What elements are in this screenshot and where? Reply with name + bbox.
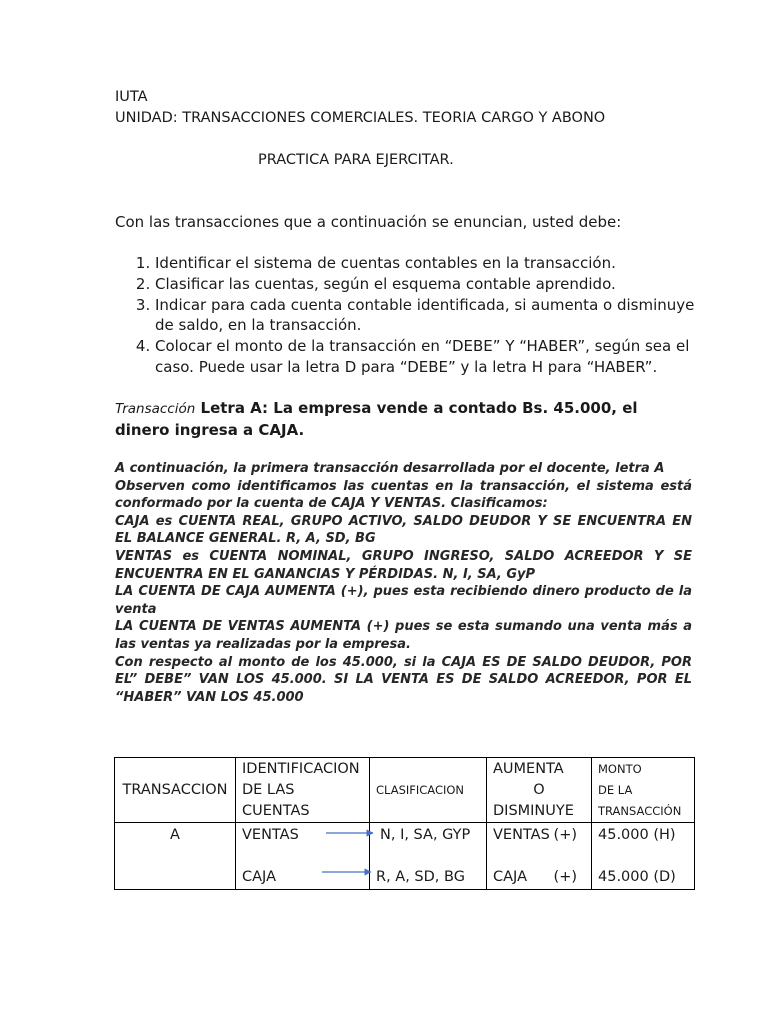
explanation-line: Con respecto al monto de los 45.000, si la CAJA ES DE SALDO DEUDOR, POR EL” DEBE” VAN LOS 45.000. SI LA VENTA ES DE SALDO ACREEDOR, POR EL “HABER” VAN LOS 45.000 — [115, 654, 692, 705]
header-aumenta — [487, 758, 592, 823]
explanation-line: CAJA es CUENTA REAL, GRUPO ACTIVO, SALDO DEUDOR Y SE ENCUENTRA EN EL BALANCE GENERAL. R, A, SD, BG — [115, 513, 692, 547]
cell-monto — [592, 823, 695, 890]
header-line: IDENTIFICACION — [242, 760, 360, 777]
header-line: TRANSACCIÓN — [598, 803, 682, 818]
monto-caja: 45.000 (D) — [598, 869, 676, 885]
explanation-line: LA CUENTA DE VENTAS AUMENTA (+) pues se esta sumando una venta más a las ventas ya realizadas por la empresa. — [115, 619, 692, 652]
header-transaccion: TRANSACCION — [115, 758, 236, 823]
cuenta-caja: CAJA — [242, 869, 276, 885]
table-header-row — [115, 758, 695, 823]
instruction-list — [115, 253, 695, 378]
cuenta-ventas: VENTAS — [242, 827, 299, 843]
header-identificacion — [236, 758, 370, 823]
header-line: MONTO — [598, 761, 642, 776]
header-line: DE LAS — [242, 781, 295, 798]
list-item: 2. Clasificar las cuentas, según el esquema contable aprendido. — [155, 274, 695, 295]
list-item: 3. Indicar para cada cuenta contable identificada, si aumenta o disminuye de saldo, en la transacción. — [155, 295, 695, 337]
table-row — [115, 823, 695, 890]
cell-transaccion: A — [115, 823, 236, 890]
header-line: DISMINUYE — [493, 802, 574, 819]
clasificacion-caja: R, A, SD, BG — [376, 869, 465, 885]
explanation-line: A continuación, la primera transacción desarrollada por el docente, letra A — [115, 461, 665, 476]
aumenta-caja: CAJA (+) — [493, 869, 577, 885]
practice-title: PRACTICA PARA EJERCITAR. — [258, 152, 454, 168]
transaction-prefix: Transacción — [115, 401, 196, 417]
header-monto — [592, 758, 695, 823]
explanation-block — [115, 460, 692, 706]
cell-cuentas — [236, 823, 370, 890]
aumenta-ventas: VENTAS (+) — [493, 827, 577, 843]
header-clasificacion: CLASIFICACION — [370, 758, 487, 823]
explanation-line: VENTAS es CUENTA NOMINAL, GRUPO INGRESO, SALDO ACREEDOR Y SE ENCUENTRA EN EL GANANCIAS Y PÉRDIDAS. N, I, SA, GyP — [115, 548, 692, 582]
cell-clasificacion — [370, 823, 487, 890]
explanation-line: LA CUENTA DE CAJA AUMENTA (+), pues esta recibiendo dinero producto de la venta — [115, 584, 692, 617]
header-line: CUENTAS — [242, 802, 310, 819]
transaction-text: Letra A: La empresa vende a contado Bs. 45.000, el dinero ingresa a CAJA. — [115, 399, 638, 439]
cell-aumenta — [487, 823, 592, 890]
unit-title: UNIDAD: TRANSACCIONES COMERCIALES. TEORIA CARGO Y ABONO — [115, 110, 606, 126]
explanation-line: Observen como identificamos las cuentas en la transacción, el sistema está conformado por la cuenta de CAJA Y VENTAS. Clasificamos: — [115, 478, 692, 512]
clasificacion-ventas: N, I, SA, GYP — [380, 827, 471, 843]
list-item: 4. Colocar el monto de la transacción en “DEBE” Y “HABER”, según sea el caso. Puede usar la letra D para “DEBE” y la letra H para “HABER”. — [155, 336, 695, 378]
header-line: O — [533, 781, 545, 798]
transaction-table — [114, 757, 695, 890]
institution-name: IUTA — [115, 89, 148, 105]
monto-ventas: 45.000 (H) — [598, 827, 676, 843]
header-line: AUMENTA — [493, 760, 564, 777]
intro-text: Con las transacciones que a continuación se enuncian, usted debe: — [115, 213, 622, 231]
transaction-statement — [115, 398, 695, 441]
header-line: DE LA — [598, 782, 633, 797]
list-item: 1. Identificar el sistema de cuentas contables en la transacción. — [155, 253, 695, 274]
